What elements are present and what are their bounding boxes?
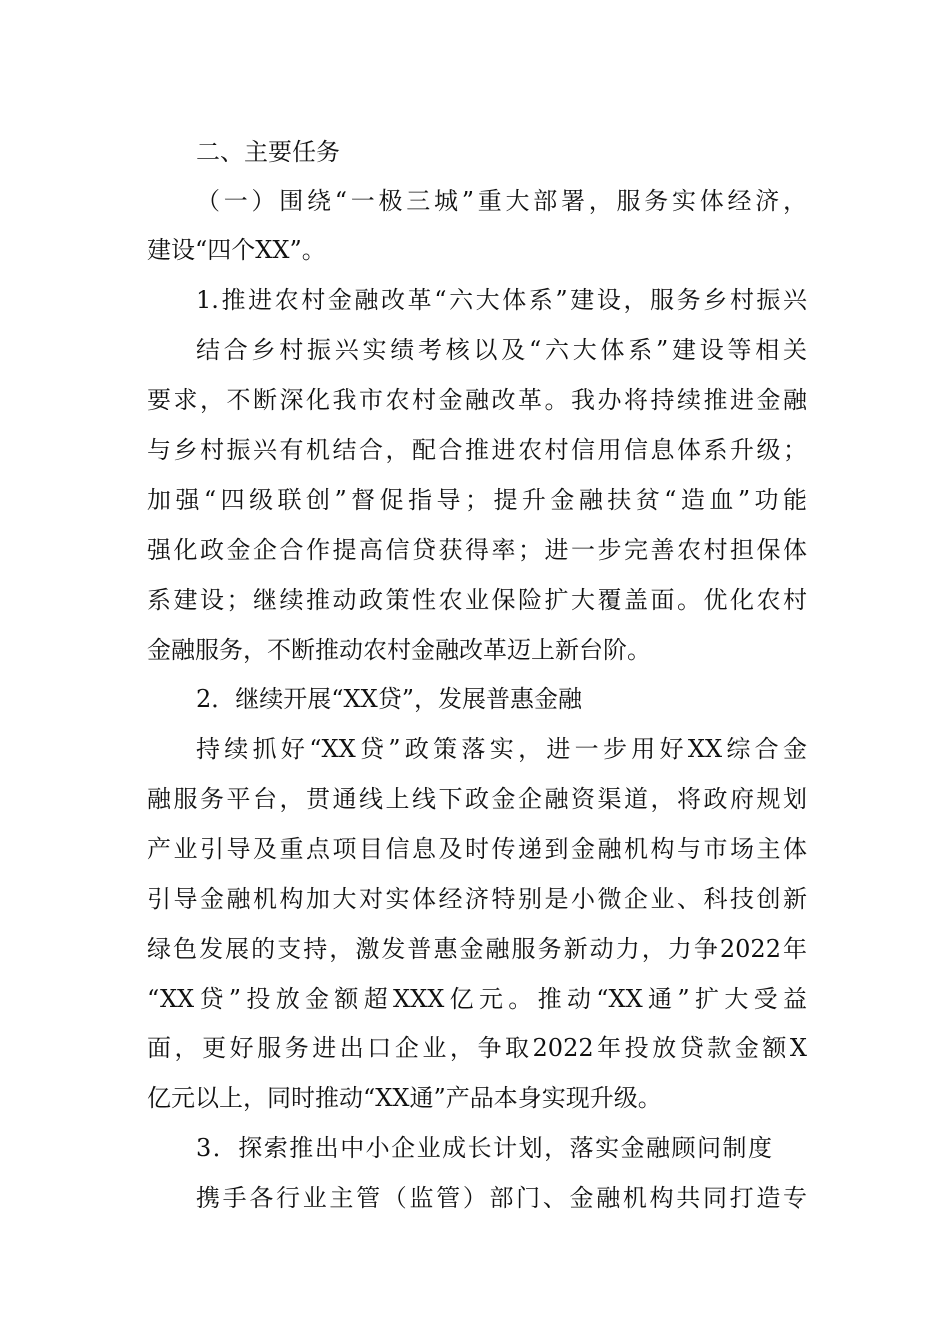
paragraph-line: 持续抓好“XX贷”政策落实，进一步用好XX综合金 (196, 735, 807, 763)
paragraph-line: 系建设；继续推动政策性农业保险扩大覆盖面。优化农村 (147, 586, 807, 614)
paragraph-line: 引导金融机构加大对实体经济特别是小微企业、科技创新 (147, 885, 807, 913)
paragraph-line: 结合乡村振兴实绩考核以及“六大体系”建设等相关 (196, 336, 807, 364)
paragraph-line: “XX贷”投放金额超XXX亿元。推动“XX通”扩大受益 (147, 985, 807, 1013)
subsection-heading-1: （一）围绕“一极三城”重大部署，服务实体经济， (196, 187, 807, 215)
paragraph-line: 加强“四级联创”督促指导；提升金融扶贫“造血”功能 (147, 486, 807, 514)
paragraph-line: 亿元以上，同时推动“XX通”产品本身实现升级。 (147, 1084, 662, 1112)
paragraph-line: 强化政金企合作提高信贷获得率；进一步完善农村担保体 (147, 536, 807, 564)
section-heading-main-tasks: 二、主要任务 (196, 138, 340, 166)
paragraph-line: 要求，不断深化我市农村金融改革。我办将持续推进金融 (147, 386, 807, 414)
paragraph-line: 产业引导及重点项目信息及时传递到金融机构与市场主体 (147, 835, 807, 863)
item-heading-3: 3．探索推出中小企业成长计划，落实金融顾问制度 (196, 1134, 772, 1162)
item-heading-1: 1.推进农村金融改革“六大体系”建设，服务乡村振兴 (196, 286, 807, 314)
item-heading-2: 2．继续开展“XX贷”，发展普惠金融 (196, 685, 582, 713)
paragraph-line: 绿色发展的支持，激发普惠金融服务新动力，力争2022年 (147, 935, 807, 963)
paragraph-line: 携手各行业主管（监管）部门、金融机构共同打造专 (196, 1184, 807, 1212)
paragraph-line: 面，更好服务进出口企业，争取2022年投放贷款金额X (147, 1034, 807, 1062)
paragraph-line: 与乡村振兴有机结合，配合推进农村信用信息体系升级； (147, 436, 807, 464)
paragraph-line: 金融服务，不断推动农村金融改革迈上新台阶。 (147, 636, 651, 664)
paragraph-line: 建设“四个XX”。 (147, 236, 326, 264)
paragraph-line: 融服务平台，贯通线上线下政金企融资渠道，将政府规划 (147, 785, 807, 813)
